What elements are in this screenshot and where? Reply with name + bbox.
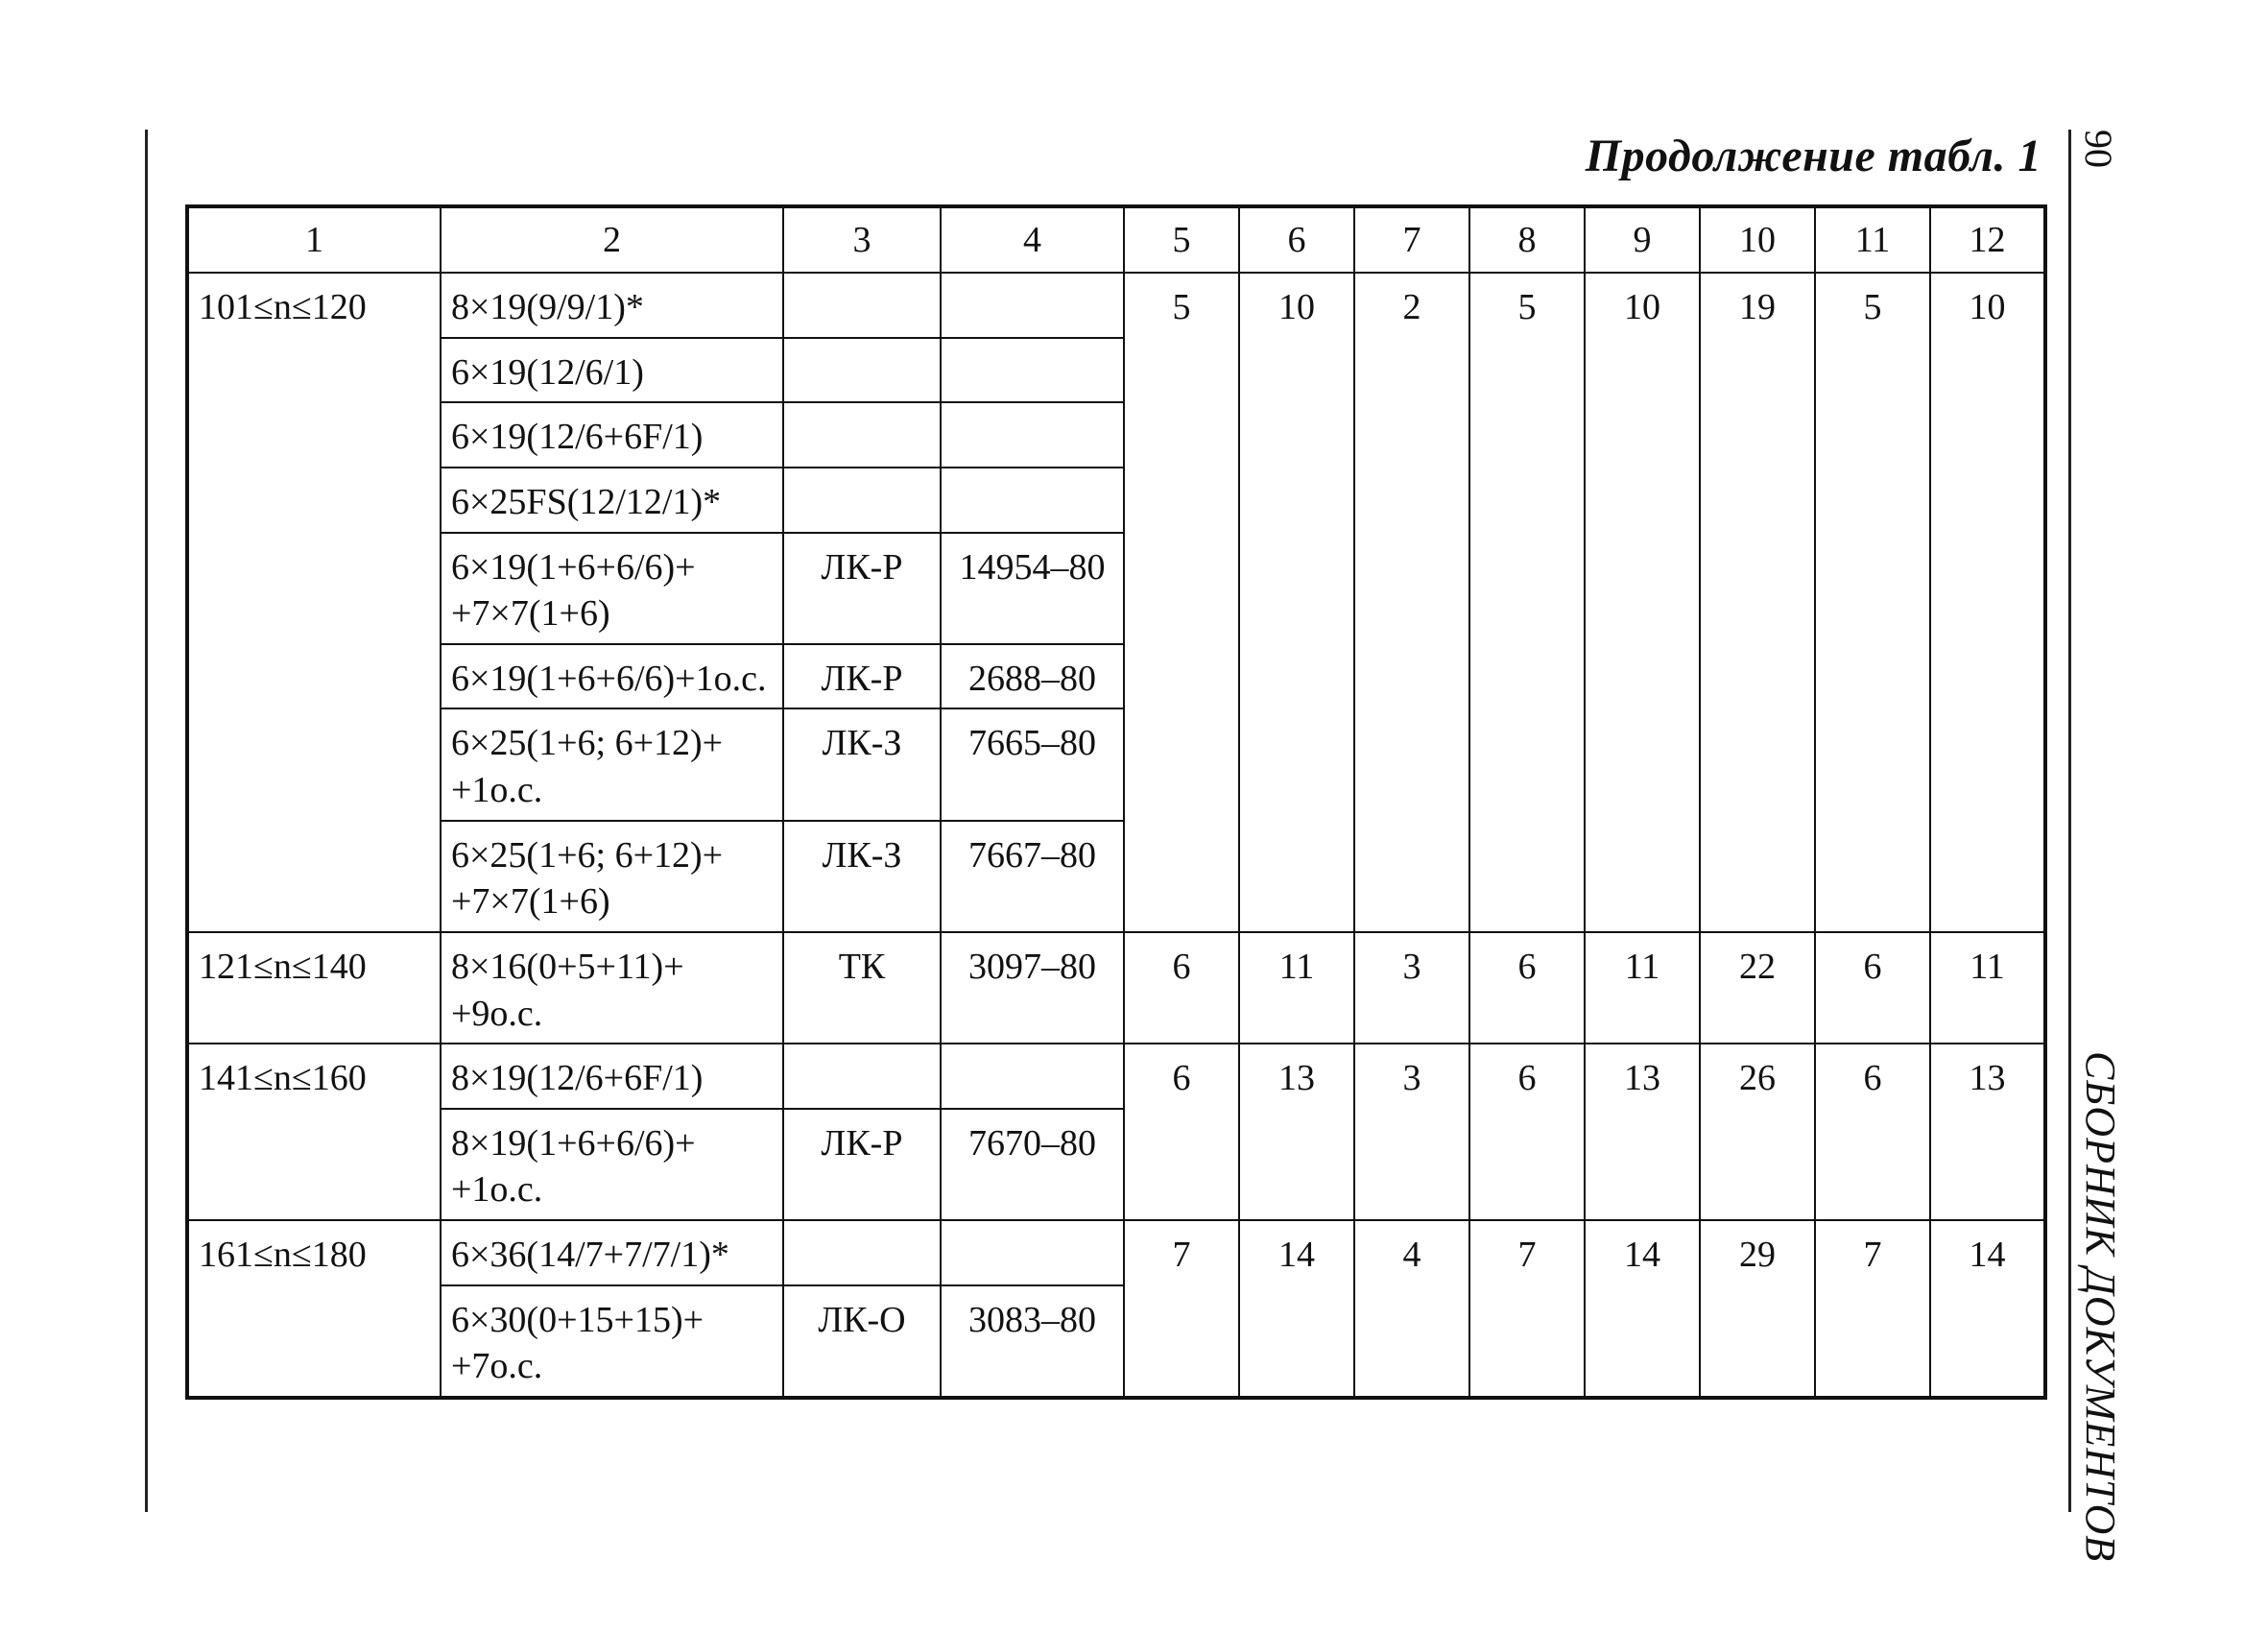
value-col-10: 29	[1700, 1220, 1815, 1398]
header-row	[187, 206, 2045, 273]
column-number-11: 11	[1815, 206, 1930, 273]
gost-cell: 7670–80	[941, 1109, 1124, 1220]
rope-type-cell	[783, 468, 941, 533]
diameter-range-cell: 161≤n≤180	[187, 1220, 441, 1398]
table-row	[187, 1044, 2045, 1109]
gost-cell	[941, 402, 1124, 468]
running-title: СБОРНИК ДОКУМЕНТОВ	[2077, 1051, 2124, 1563]
rope-construction-cell: 6×19(12/6+6F/1)	[441, 402, 783, 468]
rope-construction-cell: 8×19(1+6+6/6)+ +1о.с.	[441, 1109, 783, 1220]
table-row	[187, 273, 2045, 338]
value-col-11: 6	[1815, 932, 1930, 1044]
value-col-5: 7	[1124, 1220, 1239, 1398]
column-number-8: 8	[1469, 206, 1585, 273]
diameter-range-cell: 101≤n≤120	[187, 273, 441, 932]
rope-type-cell: ЛК-Р	[783, 533, 941, 644]
column-number-9: 9	[1585, 206, 1700, 273]
rope-type-cell	[783, 1044, 941, 1109]
page-number: 90	[2077, 130, 2120, 168]
rope-construction-cell: 6×25(1+6; 6+12)+ +1о.с.	[441, 708, 783, 820]
rope-construction-cell: 6×25(1+6; 6+12)+ +7×7(1+6)	[441, 821, 783, 932]
gost-cell	[941, 338, 1124, 403]
column-number-1: 1	[187, 206, 441, 273]
rope-type-cell	[783, 273, 941, 338]
column-number-5: 5	[1124, 206, 1239, 273]
column-number-3: 3	[783, 206, 941, 273]
gost-cell: 2688–80	[941, 644, 1124, 709]
value-col-9: 10	[1585, 273, 1700, 932]
value-col-6: 13	[1239, 1044, 1354, 1220]
rope-construction-cell: 8×16(0+5+11)+ +9о.с.	[441, 932, 783, 1044]
value-col-7: 2	[1354, 273, 1469, 932]
rope-construction-cell: 6×25FS(12/12/1)*	[441, 468, 783, 533]
rope-construction-cell: 6×19(12/6/1)	[441, 338, 783, 403]
rope-type-cell: ЛК-З	[783, 821, 941, 932]
diameter-range-cell: 141≤n≤160	[187, 1044, 441, 1220]
rope-construction-cell: 6×19(1+6+6/6)+1о.с.	[441, 644, 783, 709]
value-col-6: 10	[1239, 273, 1354, 932]
value-col-7: 3	[1354, 1044, 1469, 1220]
value-col-8: 6	[1469, 1044, 1585, 1220]
rope-construction-cell: 8×19(9/9/1)*	[441, 273, 783, 338]
column-number-4: 4	[941, 206, 1124, 273]
value-col-12: 10	[1930, 273, 2045, 932]
value-col-10: 22	[1700, 932, 1815, 1044]
value-col-9: 13	[1585, 1044, 1700, 1220]
value-col-11: 7	[1815, 1220, 1930, 1398]
value-col-6: 11	[1239, 932, 1354, 1044]
value-col-12: 14	[1930, 1220, 2045, 1398]
rope-construction-cell: 6×19(1+6+6/6)+ +7×7(1+6)	[441, 533, 783, 644]
value-col-12: 11	[1930, 932, 2045, 1044]
value-col-8: 5	[1469, 273, 1585, 932]
gost-cell: 3083–80	[941, 1285, 1124, 1398]
value-col-10: 19	[1700, 273, 1815, 932]
rope-construction-cell: 8×19(12/6+6F/1)	[441, 1044, 783, 1109]
value-col-8: 6	[1469, 932, 1585, 1044]
gost-cell: 14954–80	[941, 533, 1124, 644]
gost-cell: 3097–80	[941, 932, 1124, 1044]
rope-type-cell	[783, 402, 941, 468]
left-margin-rule	[145, 130, 148, 1512]
value-col-7: 4	[1354, 1220, 1469, 1398]
rope-type-cell: ЛК-О	[783, 1285, 941, 1398]
value-col-5: 6	[1124, 932, 1239, 1044]
column-number-7: 7	[1354, 206, 1469, 273]
value-col-8: 7	[1469, 1220, 1585, 1398]
right-margin-rule	[2068, 130, 2071, 1512]
gost-cell	[941, 1220, 1124, 1285]
value-col-6: 14	[1239, 1220, 1354, 1398]
value-col-9: 14	[1585, 1220, 1700, 1398]
value-col-5: 5	[1124, 273, 1239, 932]
table-caption: Продолжение табл. 1	[1585, 131, 2041, 181]
value-col-11: 6	[1815, 1044, 1930, 1220]
column-number-2: 2	[441, 206, 783, 273]
table-row	[187, 932, 2045, 1044]
value-col-9: 11	[1585, 932, 1700, 1044]
rope-type-cell: ЛК-Р	[783, 1109, 941, 1220]
gost-cell: 7665–80	[941, 708, 1124, 820]
column-number-6: 6	[1239, 206, 1354, 273]
value-col-12: 13	[1930, 1044, 2045, 1220]
data-table	[185, 204, 2047, 1400]
value-col-10: 26	[1700, 1044, 1815, 1220]
value-col-5: 6	[1124, 1044, 1239, 1220]
column-number-12: 12	[1930, 206, 2045, 273]
rope-type-cell	[783, 338, 941, 403]
rope-construction-cell: 6×36(14/7+7/7/1)*	[441, 1220, 783, 1285]
value-col-7: 3	[1354, 932, 1469, 1044]
rope-type-cell: ТК	[783, 932, 941, 1044]
value-col-11: 5	[1815, 273, 1930, 932]
column-number-10: 10	[1700, 206, 1815, 273]
table-row	[187, 1220, 2045, 1285]
gost-cell	[941, 273, 1124, 338]
rope-type-cell: ЛК-Р	[783, 644, 941, 709]
diameter-range-cell: 121≤n≤140	[187, 932, 441, 1044]
rope-construction-cell: 6×30(0+15+15)+ +7о.с.	[441, 1285, 783, 1398]
gost-cell	[941, 468, 1124, 533]
gost-cell	[941, 1044, 1124, 1109]
rope-type-cell	[783, 1220, 941, 1285]
rope-type-cell: ЛК-З	[783, 708, 941, 820]
gost-cell: 7667–80	[941, 821, 1124, 932]
